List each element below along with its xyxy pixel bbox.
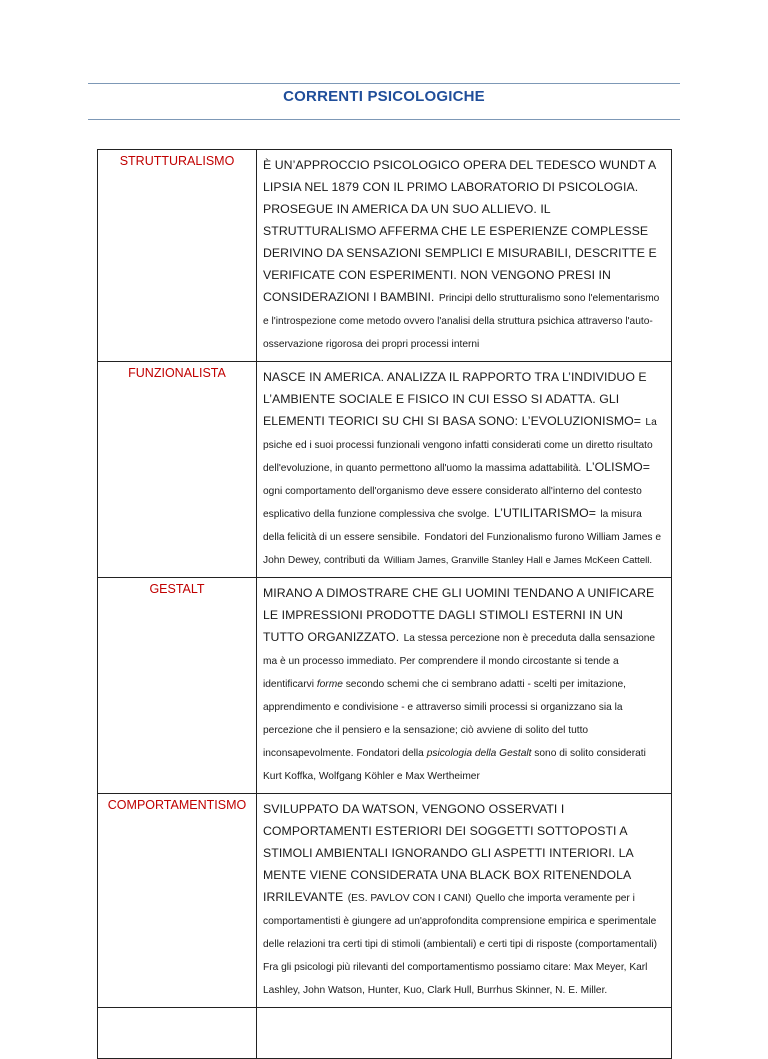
note-emphasis: psicologia della Gestalt <box>426 748 532 759</box>
current-name-gestalt: GESTALT <box>98 578 257 794</box>
title-rule-bottom <box>88 119 680 120</box>
founders-note: Fondatori del Funzionalismo furono William James e John Dewey, contributi da <box>263 532 662 566</box>
description-caps: NASCE IN AMERICA. ANALIZZA IL RAPPORTO TRA L’INDIVIDUO E L’AMBIENTE SOCIALE E FISICO IN CUI ESSO SI ADATTA. GLI ELEMENTI TEORICI SU CHI SI BASA SONO: L’EVOLUZIONISMO= <box>263 370 647 428</box>
olismo-note: ogni comportamento dell'organismo deve essere considerato all'interno del contesto esplicativo della funzione complessiva che svolge. <box>263 486 642 520</box>
current-description <box>257 794 672 1008</box>
description-caps-small: (ES. PAVLOV CON I CANI) <box>347 893 472 904</box>
empty-cell <box>98 1008 257 1059</box>
document-title: CORRENTI PSICOLOGICHE <box>283 88 485 105</box>
olismo-term: L’OLISMO= <box>585 460 651 474</box>
contributors-note: William James, Granville Stanley Hall e James McKeen Cattell. <box>383 555 653 566</box>
description-note: Quello che importa veramente per i comportamentisti è giungere ad un'approfondita comprensione empirica e sperimentale delle relazioni tra certi tipi di stimoli (ambientali) e certi tipi di risposte (comportamentali) Fra gli psicologi più rilevanti del comportamentismo possiamo citare: Max Meyer, Karl Lashley, John Watson, Hunter, Kuo, Clark Hull, Burrhus Skinner, N. E. Miller. <box>263 893 658 996</box>
note-part: La stessa percezione non è preceduta dalla sensazione ma è un processo immediato. Per comprendere il mondo circostante si tende a identificarvi <box>263 633 656 690</box>
currents-table <box>97 149 672 1059</box>
table-row-empty <box>98 1008 672 1059</box>
note-emphasis: forme <box>316 679 343 690</box>
note-part: sono di solito considerati Kurt Koffka, Wolfgang Köhler e Max Wertheimer <box>263 748 646 782</box>
description-caps: MIRANO A DIMOSTRARE CHE GLI UOMINI TENDANO A UNIFICARE LE IMPRESSIONI PRODOTTE DAGLI STIMOLI ESTERNI IN UN TUTTO ORGANIZZATO. <box>263 586 655 644</box>
current-name-comportamentismo: COMPORTAMENTISMO <box>98 794 257 1008</box>
title-rule-top <box>88 83 680 84</box>
current-description <box>257 578 672 794</box>
current-description <box>257 150 672 362</box>
utilitarismo-term: L’UTILITARISMO= <box>493 506 596 520</box>
current-name-strutturalismo: STRUTTURALISMO <box>98 150 257 362</box>
table-row <box>98 150 672 362</box>
current-name-funzionalista: FUNZIONALISTA <box>98 362 257 578</box>
description-note: Principi dello strutturalismo sono l'elementarismo e l'introspezione come metodo ovvero l'analisi della struttura psichica attraverso l'auto-osservazione rigorosa dei propri processi interni <box>263 293 660 350</box>
table-row <box>98 578 672 794</box>
description-caps: È UN’APPROCCIO PSICOLOGICO OPERA DEL TEDESCO WUNDT A LIPSIA NEL 1879 CON IL PRIMO LABORATORIO DI PSICOLOGIA. PROSEGUE IN AMERICA DA UN SUO ALLIEVO. IL STRUTTURALISMO AFFERMA CHE LE ESPERIENZE COMPLESSE DERIVINO DA SENSAZIONI SEMPLICI E MISURABILI, DESCRITTE E VERIFICATE CON ESPERIMENTI. NON VENGONO PRESI IN CONSIDERAZIONI I BAMBINI. <box>263 158 657 304</box>
table-row <box>98 362 672 578</box>
description-caps: SVILUPPATO DA WATSON, VENGONO OSSERVATI I COMPORTAMENTI ESTERIORI DEI SOGGETTI SOTTOPOSTI A STIMOLI AMBIENTALI IGNORANDO GLI ASPETTI INTERIORI. LA MENTE VIENE CONSIDERATA UNA BLACK BOX RITENENDOLA IRRILEVANTE <box>263 802 634 904</box>
current-description <box>257 362 672 578</box>
utilitarismo-note: la misura della felicità di un essere sensibile. <box>263 509 642 543</box>
empty-cell <box>257 1008 672 1059</box>
note-part: secondo schemi che ci sembrano adatti - scelti per imitazione, apprendimento e condivisione - e attraverso simili processi si organizzano sia la percezione che il pensiero e la sensazione; ciò avviene di solito del tutto inconsapevolmente. Fondatori della <box>263 679 626 759</box>
table-row <box>98 794 672 1008</box>
description-note <box>263 633 655 782</box>
evoluzionismo-note: La psiche ed i suoi processi funzionali vengono infatti considerati come un diretto risultato dell'evoluzione, in quanto permettono all'uomo la massima adattabilità. <box>263 417 657 474</box>
